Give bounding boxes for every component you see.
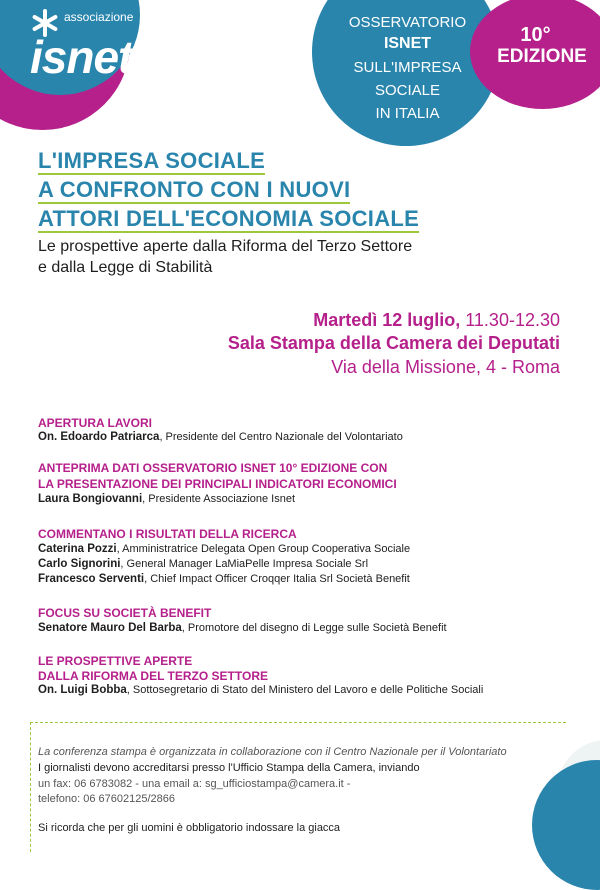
speaker: Laura Bongiovanni, Presidente Associazione Isnet xyxy=(38,493,296,505)
logo-isnet-wordmark: isnet xyxy=(30,31,133,83)
event-date-time xyxy=(313,310,560,331)
observatory-line-5: IN ITALIA xyxy=(375,105,440,122)
speaker: Carlo Signorini, General Manager LaMiaPelle Impresa Sociale Srl xyxy=(38,558,369,570)
footer-fax-email: un fax: 06 6783082 - una email a: sg_ufficiostampa@camera.it - xyxy=(38,778,351,790)
speaker: On. Luigi Bobba, Sottosegretario di Stato del Ministero del Lavoro e delle Politiche Sociali xyxy=(38,684,484,696)
event-place: Sala Stampa della Camera dei Deputati xyxy=(227,333,560,353)
program-heading: ANTEPRIMA DATI OSSERVATORIO ISNET 10° EDIZIONE CON xyxy=(38,461,388,475)
title-line-1: L'IMPRESA SOCIALE xyxy=(38,148,266,173)
speaker: Senatore Mauro Del Barba, Promotore del disegno di Legge sulle Società Benefit xyxy=(38,622,447,634)
edition-label: EDIZIONE xyxy=(497,46,587,67)
speaker: On. Edoardo Patriarca, Presidente del Centro Nazionale del Volontariato xyxy=(38,431,403,443)
event-address: Via della Missione, 4 - Roma xyxy=(331,357,560,377)
footer-dress-code: Si ricorda che per gli uomini è obbligatorio indossare la giacca xyxy=(38,822,341,834)
speaker: Francesco Serventi, Chief Impact Officer Croqqer Italia Srl Società Benefit xyxy=(38,573,410,585)
observatory-line-2: ISNET xyxy=(383,35,432,52)
event-date: Martedì 12 luglio, xyxy=(313,310,461,330)
observatory-line-4: SOCIALE xyxy=(374,82,441,99)
title-line-3: ATTORI DELL'ECONOMIA SOCIALE xyxy=(38,206,420,231)
title-line-2: A CONFRONTO CON I NUOVI xyxy=(38,177,351,202)
program-heading: FOCUS SU SOCIETÀ BENEFIT xyxy=(38,606,212,620)
speaker: Caterina Pozzi, Amministratrice Delegata Open Group Cooperativa Sociale xyxy=(38,543,411,555)
program-heading: LE PROSPETTIVE APERTE xyxy=(38,654,193,668)
observatory-line-1: OSSERVATORIO xyxy=(348,14,467,31)
footer-journalists: I giornalisti devono accreditarsi presso l'Ufficio Stampa della Camera, inviando xyxy=(38,762,420,774)
program-heading: DALLA RIFORMA DEL TERZO SETTORE xyxy=(38,669,268,683)
logo-association-label: associazione xyxy=(64,10,134,24)
subtitle-line-2: e dalla Legge di Stabilità xyxy=(38,259,213,276)
program-heading: LA PRESENTAZIONE DEI PRINCIPALI INDICATORI ECONOMICI xyxy=(38,477,397,491)
footer-phone: telefono: 06 67602125/2866 xyxy=(38,793,176,805)
edition-number: 10° xyxy=(520,24,551,46)
subtitle-line-1: Le prospettive aperte dalla Riforma del Terzo Settore xyxy=(38,238,413,255)
event-time: 11.30-12.30 xyxy=(465,310,560,330)
program-heading: COMMENTANO I RISULTATI DELLA RICERCA xyxy=(38,527,297,541)
observatory-line-3: SULL'IMPRESA xyxy=(353,59,462,76)
footer-note: La conferenza stampa è organizzata in collaborazione con il Centro Nazionale per il Volontariato xyxy=(38,746,507,758)
program-heading: APERTURA LAVORI xyxy=(38,416,152,430)
